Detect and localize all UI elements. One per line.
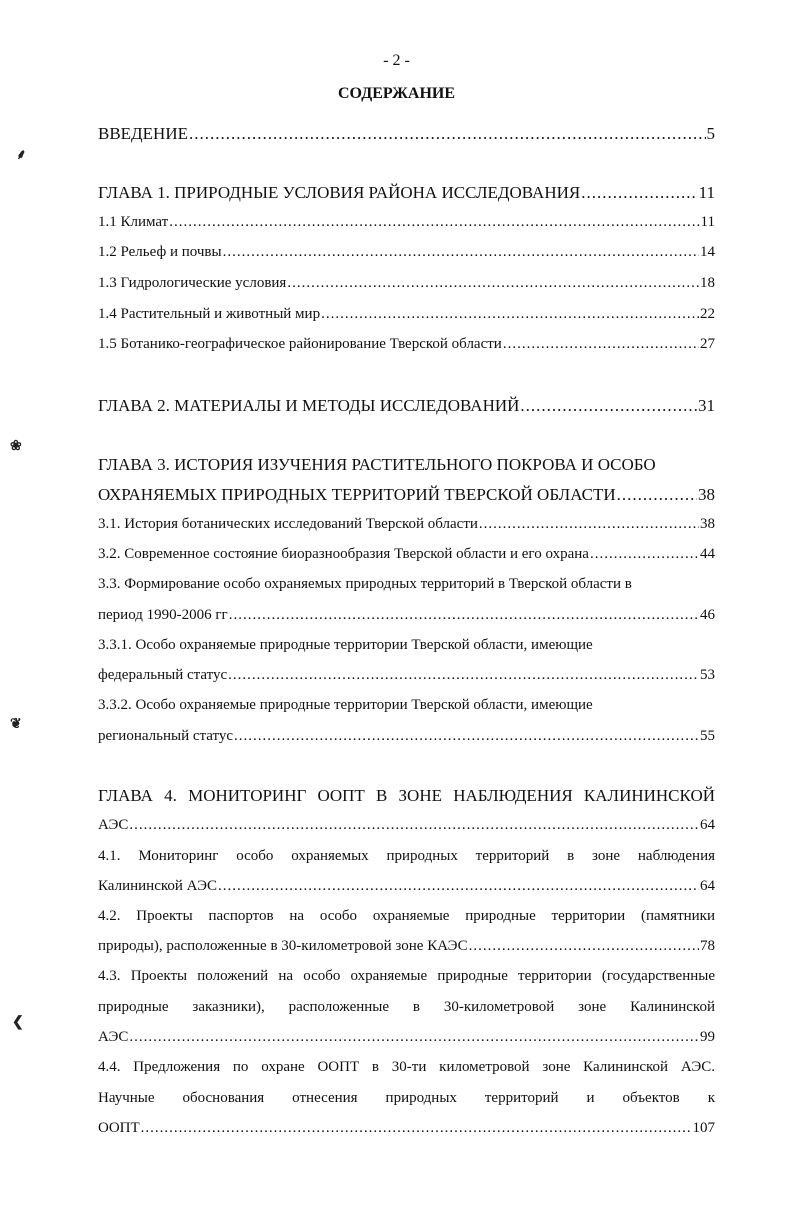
toc-entry-3-3-2 [98, 728, 715, 745]
toc-entry-4-2-line1: 4.2. Проекты паспортов на особо охраняемые природные территории (памятники [98, 908, 715, 924]
toc-entry-title: Калининской АЭС [98, 878, 218, 894]
toc-entry-title: 1.3 Гидрологические условия [98, 275, 287, 291]
toc-entry-title: 3.1. История ботанических исследований Тверской области [98, 516, 478, 532]
toc-entry-3-3-2-line1: 3.3.2. Особо охраняемые природные территории Тверской области, имеющие [98, 697, 593, 713]
toc-entry-title: федеральный статус [98, 667, 228, 683]
toc-entry-title: 1.5 Ботанико-географическое районирование Тверской области [98, 336, 502, 352]
toc-page-number: 38 [698, 485, 715, 504]
toc-entry-intro [98, 124, 715, 144]
toc-page-number: 55 [700, 728, 715, 744]
page-number: - 2 - [383, 52, 410, 69]
toc-page-number: 64 [700, 817, 715, 833]
toc-entry-title: ГЛАВА 1. ПРИРОДНЫЕ УСЛОВИЯ РАЙОНА ИССЛЕДОВАНИЯ [98, 183, 581, 202]
toc-page-number: 5 [706, 124, 715, 143]
toc-entry-title: ОХРАНЯЕМЫХ ПРИРОДНЫХ ТЕРРИТОРИЙ ТВЕРСКОЙ ОБЛАСТИ [98, 485, 616, 504]
toc-entry-title: ВВЕДЕНИЕ [98, 124, 188, 143]
toc-entry-1-1 [98, 214, 715, 231]
toc-page-number: 64 [700, 878, 715, 894]
toc-page-number: 27 [700, 336, 715, 352]
scan-mark: ❦ [10, 717, 22, 732]
toc-page-number: 53 [700, 667, 715, 683]
toc-entry-4-3-line2: природные заказники), расположенные в 30-километровой зоне Калининской [98, 999, 715, 1015]
toc-entry-4-4-line2: Научные обоснования отнесения природных территорий и объектов к [98, 1090, 715, 1106]
toc-entry-3-3-line1: 3.3. Формирование особо охраняемых природных территорий в Тверской области в [98, 576, 632, 592]
toc-entry-3-3-1-line1: 3.3.1. Особо охраняемые природные территории Тверской области, имеющие [98, 637, 593, 653]
toc-page-number: 38 [700, 516, 715, 532]
toc-page-number: 99 [700, 1029, 715, 1045]
toc-entry-chapter-4 [98, 817, 715, 834]
toc-page-number: 78 [700, 938, 715, 954]
toc-entry-1-3 [98, 275, 715, 292]
toc-page-number: 44 [700, 546, 715, 562]
toc-entry-4-3-line1: 4.3. Проекты положений на особо охраняемые природные территории (государственные [98, 968, 715, 984]
toc-entry-chapter-3 [98, 485, 715, 505]
toc-entry-3-3-1 [98, 667, 715, 684]
toc-entry-3-2 [98, 546, 715, 563]
toc-entry-title: ООПТ [98, 1120, 140, 1136]
toc-entry-1-2 [98, 244, 715, 261]
toc-entry-1-4 [98, 306, 715, 323]
scan-mark: ❀ [10, 439, 22, 454]
toc-entry-4-2 [98, 938, 715, 955]
toc-entry-title: 1.4 Растительный и животный мир [98, 306, 321, 322]
toc-page-number: 18 [700, 275, 715, 291]
toc-entry-4-1-line1: 4.1. Мониторинг особо охраняемых природных территорий в зоне наблюдения [98, 848, 715, 864]
toc-entry-title: период 1990-2006 гг [98, 607, 228, 623]
scan-mark: ❮ [12, 1015, 24, 1030]
toc-page-number: 14 [700, 244, 715, 260]
toc-page-number: 31 [698, 396, 715, 415]
toc-entry-3-3 [98, 607, 715, 624]
toc-entry-title: ГЛАВА 2. МАТЕРИАЛЫ И МЕТОДЫ ИССЛЕДОВАНИЙ [98, 396, 520, 415]
toc-entry-4-4-line1: 4.4. Предложения по охране ООПТ в 30-ти километровой зоне Калининской АЭС. [98, 1059, 715, 1075]
toc-entry-title: 1.2 Рельеф и почвы [98, 244, 222, 260]
scan-mark: ⸙ [16, 148, 27, 163]
toc-page-number: 46 [700, 607, 715, 623]
toc-page-number: 22 [700, 306, 715, 322]
toc-entry-title: 3.2. Современное состояние биоразнообразия Тверской области и его охрана [98, 546, 589, 562]
toc-entry-4-4 [98, 1120, 715, 1137]
toc-page-number: 11 [700, 214, 715, 230]
toc-entry-chapter-1 [98, 183, 715, 203]
toc-page-number: 107 [692, 1120, 715, 1136]
toc-entry-chapter-4-line1: ГЛАВА 4. МОНИТОРИНГ ООПТ В ЗОНЕ НАБЛЮДЕНИЯ КАЛИНИНСКОЙ [98, 786, 715, 805]
page-title: СОДЕРЖАНИЕ [337, 85, 456, 102]
toc-entry-1-5 [98, 336, 715, 353]
toc-entry-4-3 [98, 1029, 715, 1046]
toc-entry-title: АЭС [98, 817, 129, 833]
toc-entry-chapter-3-line1: ГЛАВА 3. ИСТОРИЯ ИЗУЧЕНИЯ РАСТИТЕЛЬНОГО ПОКРОВА И ОСОБО [98, 455, 656, 474]
toc-page-number: 11 [698, 183, 715, 202]
toc-entry-4-1 [98, 878, 715, 895]
toc-entry-title: региональный статус [98, 728, 234, 744]
toc-entry-title: природы), расположенные в 30-километровой зоне КАЭС [98, 938, 468, 954]
toc-entry-chapter-2 [98, 396, 715, 416]
toc-entry-title: 1.1 Климат [98, 214, 169, 230]
toc-entry-3-1 [98, 516, 715, 533]
toc-entry-title: АЭС [98, 1029, 129, 1045]
